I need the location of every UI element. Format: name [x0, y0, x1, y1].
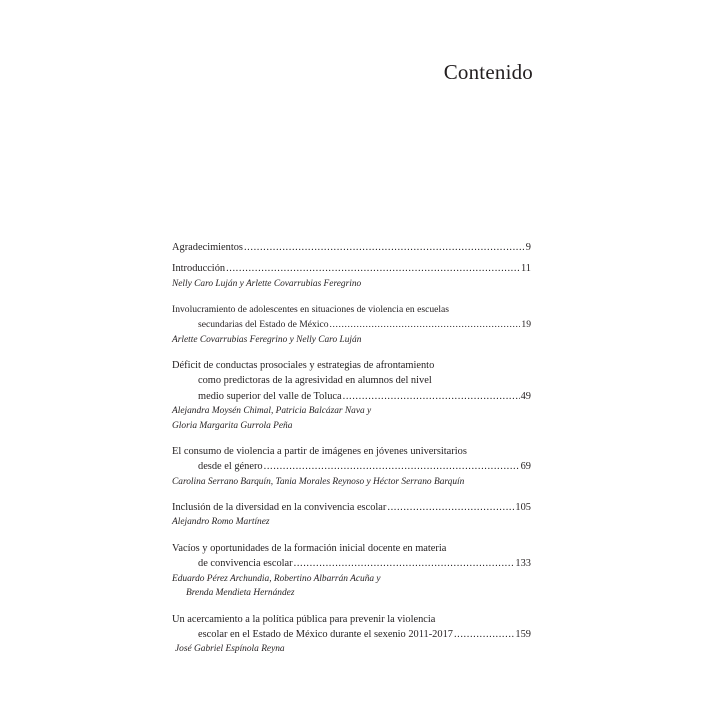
toc-line [172, 317, 531, 332]
page-number: 159 [515, 628, 531, 640]
toc-line [172, 302, 531, 317]
toc-line [172, 373, 531, 388]
entry-title: Involucramiento de adolescentes en situaciones de violencia en escuelas [172, 304, 450, 316]
entry-title: Déficit de conductas prosociales y estrategias de afrontamiento [172, 360, 435, 372]
toc-entry-introduccion [172, 261, 531, 291]
toc-line [172, 541, 531, 556]
entry-title: Introducción [172, 263, 226, 275]
dot-leader [343, 389, 520, 404]
entry-title: de convivencia escolar [198, 558, 293, 570]
toc-line [172, 627, 531, 642]
entry-author: Eduardo Pérez Archundia, Robertino Albarrán Acuña y [172, 573, 381, 584]
toc-entry-consumo [172, 444, 531, 489]
entry-title: como predictoras de la agresividad en alumnos del nivel [198, 375, 432, 387]
entry-title: Inclusión de la diversidad en la convivencia escolar [172, 502, 387, 514]
dot-leader [226, 261, 520, 276]
toc-entry-inclusion [172, 500, 531, 530]
entry-author: Gloria Margarita Gurrola Peña [172, 420, 293, 431]
page-number: 69 [520, 461, 531, 473]
dot-leader [330, 317, 521, 332]
toc-entry-involucramiento [172, 302, 531, 347]
entry-title: Agradecimientos [172, 242, 243, 253]
page-number: 105 [515, 502, 531, 514]
toc-line [172, 389, 531, 404]
toc-line [172, 612, 531, 627]
toc-line [172, 500, 531, 515]
entry-title: Vacíos y oportunidades de la formación inicial docente en materia [172, 542, 447, 554]
toc-entry-deficit [172, 358, 531, 433]
entry-author: Alejandro Romo Martínez [172, 517, 270, 528]
entry-title: desde el género [198, 461, 263, 473]
entry-author: Carolina Serrano Barquín, Tania Morales Reynoso y Héctor Serrano Barquín [172, 476, 465, 487]
page-number: 19 [521, 319, 531, 331]
toc-line [172, 459, 531, 474]
dot-leader [294, 556, 515, 571]
entry-author: Nelly Caro Luján y Arlette Covarrubias Feregrino [172, 278, 362, 289]
dot-leader [387, 500, 514, 515]
toc-line [172, 240, 531, 255]
entry-author: Alejandra Moysén Chimal, Patricia Balcázar Nava y [172, 406, 372, 417]
entry-author: Brenda Mendieta Hernández [186, 588, 295, 599]
entry-title: medio superior del valle de Toluca [198, 390, 342, 402]
toc-line [172, 556, 531, 571]
entry-title: escolar en el Estado de México durante el sexenio 2011-2017 [198, 628, 453, 640]
toc-line [172, 261, 531, 276]
dot-leader [264, 459, 520, 474]
dot-leader [454, 627, 514, 642]
page-title: Contenido [443, 60, 533, 84]
toc-entry-acercamiento [172, 612, 531, 657]
toc-line [172, 444, 531, 459]
entry-title: El consumo de violencia a partir de imágenes en jóvenes universitarios [172, 446, 467, 458]
dot-leader [244, 240, 525, 255]
entry-title: secundarias del Estado de México [198, 319, 329, 331]
toc-line [172, 358, 531, 373]
page-number: 49 [520, 390, 531, 402]
entry-title: Un acercamiento a la política pública para prevenir la violencia [172, 613, 436, 625]
entry-author: José Gabriel Espínola Reyna [175, 644, 285, 655]
page-number: 11 [520, 263, 531, 275]
toc-entry-vacios [172, 541, 531, 601]
page-number: 133 [515, 558, 531, 570]
entry-author: Arlette Covarrubias Feregrino y Nelly Caro Luján [172, 334, 362, 345]
toc-entry-agradecimientos [172, 240, 531, 255]
page-number: 9 [525, 242, 531, 253]
table-of-contents [172, 240, 531, 668]
